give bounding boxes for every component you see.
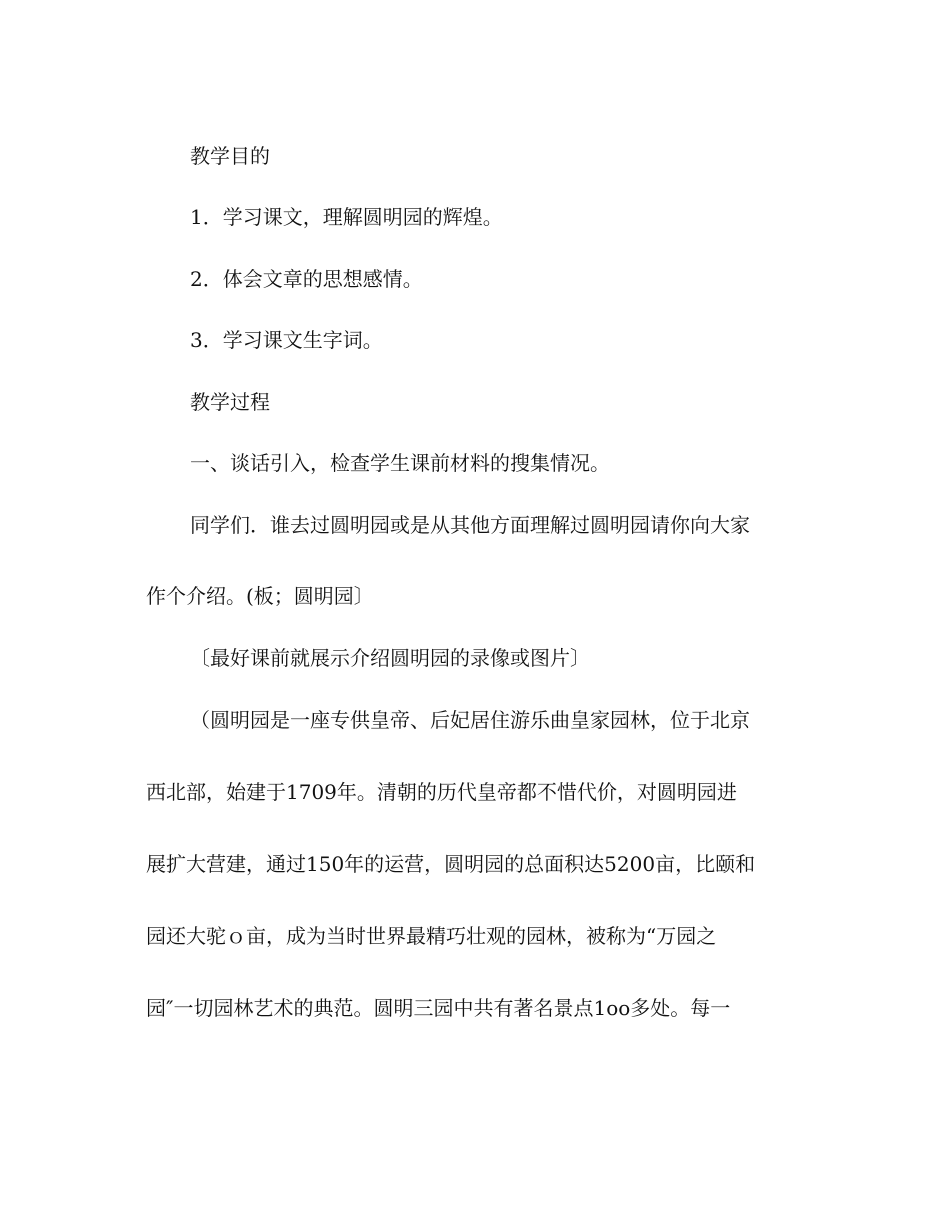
paragraph-2-line-3: 展扩大营建，通过150年的运营，圆明园的总面积达5200亩，比颐和 <box>146 852 756 876</box>
objective-item-1: 1．学习课文，理解圆明园的辉煌。 <box>190 205 503 229</box>
paragraph-1-line-2: 作个介绍。(板；圆明园〕 <box>146 584 374 608</box>
paragraph-2-line-4: 园还大驼ｏ亩，成为当时世界最精巧壮观的园林，被称为“万园之 <box>146 924 717 948</box>
note-1: 〔最好课前就展示介绍圆明园的录像或图片〕 <box>190 646 590 670</box>
step-1-title: 一、谈话引入，检查学生课前材料的搜集情况。 <box>190 451 610 475</box>
paragraph-2-line-5: 园″一切园林艺术的典范。圆明三园中共有著名景点1oo多处。每一 <box>146 996 731 1020</box>
heading-process: 教学过程 <box>190 390 270 414</box>
objective-item-2: 2．体会文章的思想感情。 <box>190 267 423 291</box>
paragraph-1-line-1: 同学们．谁去过圆明园或是从其他方面理解过圆明园请你向大家 <box>190 513 750 537</box>
heading-objectives: 教学目的 <box>190 144 270 168</box>
paragraph-2-line-1: （圆明园是一座专供皇帝、后妃居住游乐曲皇家园林，位于北京 <box>190 708 750 732</box>
paragraph-2-line-2: 西北部，始建于1709年。清朝的历代皇帝都不惜代价，对圆明园进 <box>146 780 737 804</box>
objective-item-3: 3．学习课文生字词。 <box>190 328 383 352</box>
